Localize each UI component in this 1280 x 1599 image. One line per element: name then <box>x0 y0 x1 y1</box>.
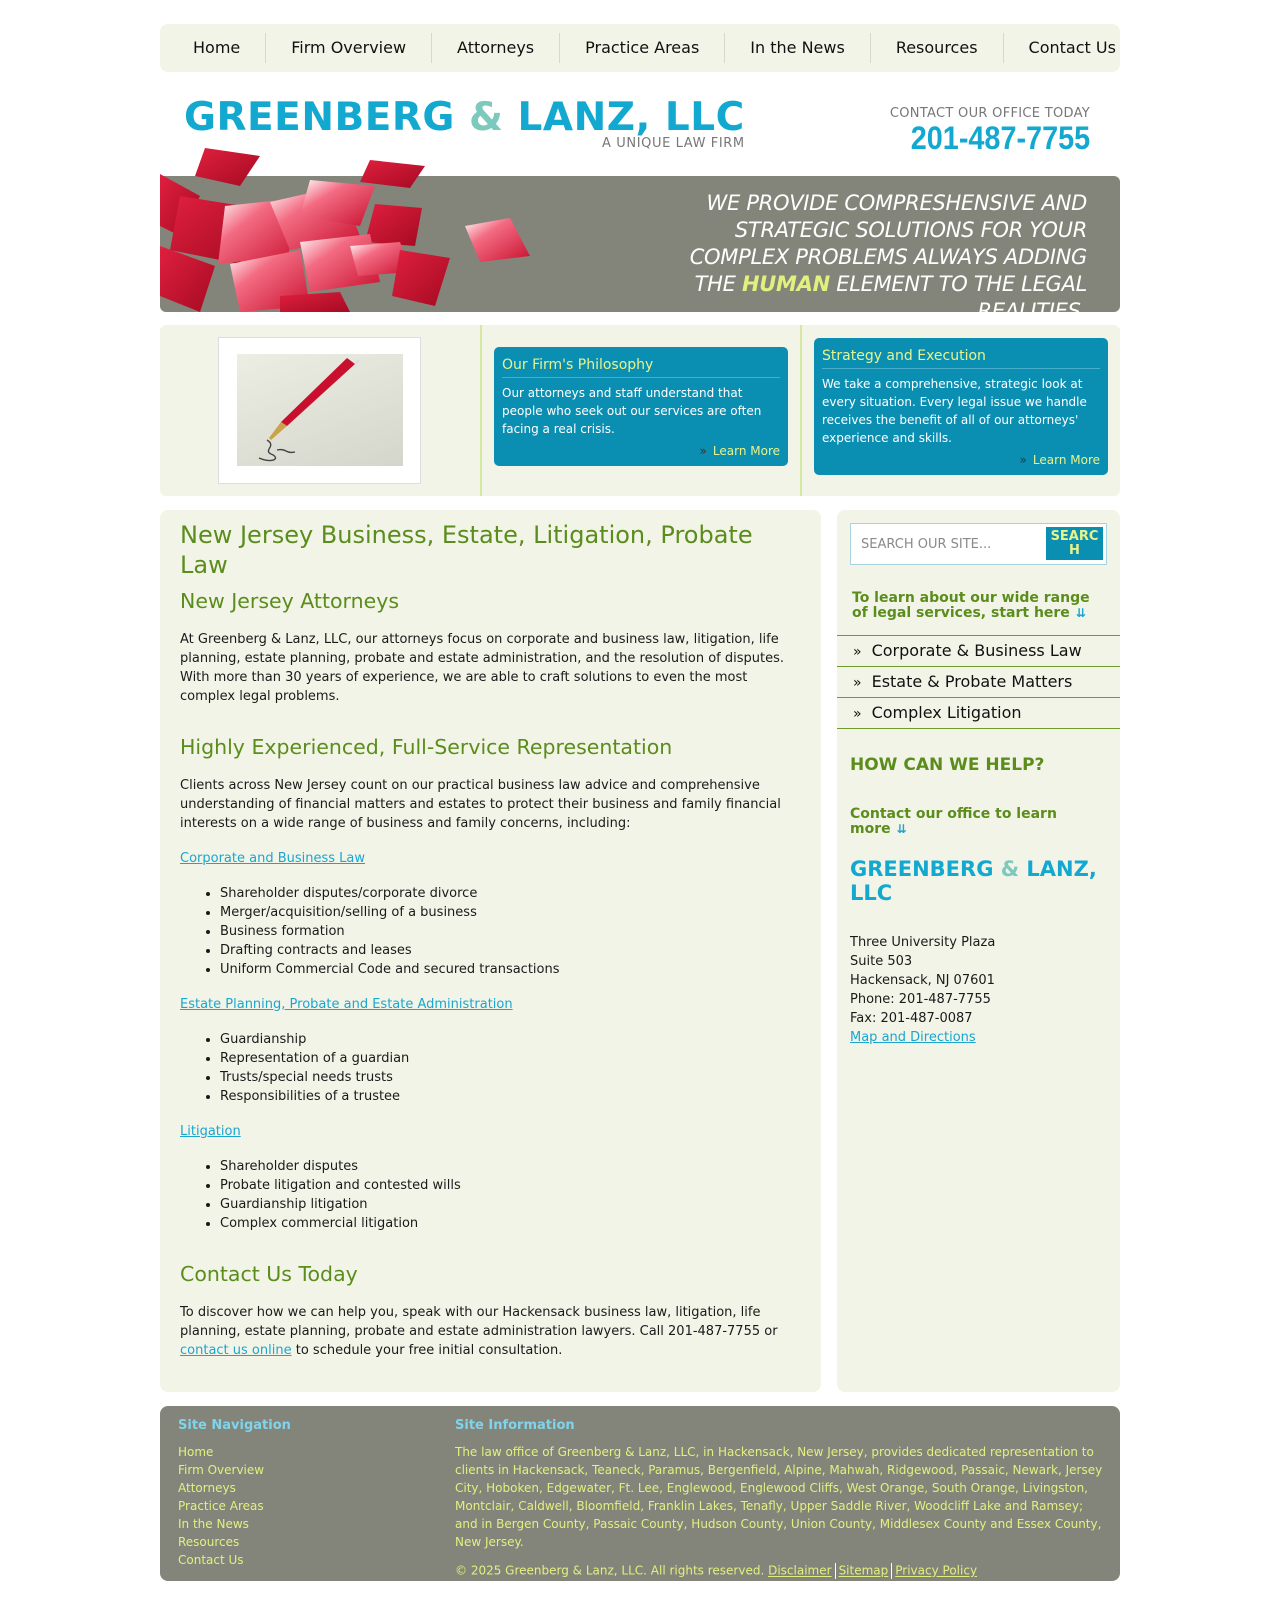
philosophy-title: Our Firm's Philosophy <box>502 357 780 378</box>
link-litigation[interactable]: Litigation <box>180 1124 241 1139</box>
list-item: • Probate litigation and contested wills <box>220 1176 801 1195</box>
litigation-list <box>220 1157 801 1233</box>
nav-attorneys[interactable]: Attorneys <box>432 33 560 63</box>
philosophy-learn-more[interactable]: » Learn More <box>502 444 780 458</box>
corporate-list <box>220 884 801 979</box>
intro-paragraph: At Greenberg & Lanz, LLC, our attorneys focus on corporate and business law, litigation, life planning, estate planning, probate and estate administration, and the resolution of disputes. With more than 30 years of experience, we are able to craft solutions to even the most complex legal problems. <box>180 632 784 704</box>
strategy-body: We take a comprehensive, strategic look at every situation. Every legal issue we handle receives the benefit of all of our attorneys' experience and skills. <box>822 377 1087 445</box>
list-item: • Trusts/special needs trusts <box>220 1068 801 1087</box>
privacy-policy-link[interactable]: Privacy Policy <box>895 1563 978 1578</box>
section-heading-contact: Contact Us Today <box>180 1262 358 1286</box>
logo-ampersand: & <box>468 95 504 140</box>
footer-link-attorneys[interactable]: Attorneys <box>178 1481 236 1495</box>
footer-link-resources[interactable]: Resources <box>178 1535 240 1549</box>
list-item: • Business formation <box>220 922 801 941</box>
list-item: • Merger/acquisition/selling of a business <box>220 903 801 922</box>
main-nav <box>160 24 1120 72</box>
hero-banner <box>160 176 1120 323</box>
copyright-text: © 2025 Greenberg & Lanz, LLC. All rights reserved. <box>455 1563 765 1578</box>
strategy-learn-more[interactable]: » Learn More <box>822 453 1100 467</box>
site-logo[interactable] <box>184 96 745 151</box>
list-item: • Shareholder disputes <box>220 1157 801 1176</box>
service-links <box>837 635 1120 729</box>
main-row <box>160 510 1120 1392</box>
footer-nav-heading: Site Navigation <box>178 1418 291 1433</box>
list-item: • Complex commercial litigation <box>220 1214 801 1233</box>
office-fax: Fax: 201-487-0087 <box>850 1011 973 1026</box>
banner-message: WE PROVIDE COMPRESHENSIVE AND STRATEGIC SOLUTIONS FOR YOUR COMPLEX PROBLEMS ALWAYS ADDING THE HUMAN ELEMENT TO THE LEGAL REALITIES. <box>689 191 1087 323</box>
link-corporate-business-law[interactable]: Corporate and Business Law <box>180 851 366 866</box>
service-link-estate[interactable]: » Estate & Probate Matters <box>837 667 1120 698</box>
feature-philosophy-column <box>480 325 800 496</box>
nav-practice-areas[interactable]: Practice Areas <box>560 33 725 63</box>
list-item: • Responsibilities of a trustee <box>220 1087 801 1106</box>
feature-photo <box>218 337 421 484</box>
list-item: • Shareholder disputes/corporate divorce <box>220 884 801 903</box>
footer-link-practice-areas[interactable]: Practice Areas <box>178 1499 264 1513</box>
section-heading-representation: Highly Experienced, Full-Service Representation <box>180 735 673 759</box>
footer-link-firm-overview[interactable]: Firm Overview <box>178 1463 265 1477</box>
feature-photo-column <box>160 325 480 496</box>
sitemap-link[interactable]: Sitemap <box>838 1563 889 1578</box>
page-subtitle: New Jersey Attorneys <box>180 589 400 613</box>
footer-copyright-row <box>455 1563 1105 1579</box>
main-content <box>160 510 821 1392</box>
strategy-card <box>814 338 1108 475</box>
page-title: New Jersey Business, Estate, Litigation, Probate Law <box>180 521 753 579</box>
fountain-pen-icon <box>237 354 403 466</box>
header-phone[interactable]: 201-487-7755 <box>910 120 1090 156</box>
logo-text-greenberg: GREENBERG <box>184 95 455 140</box>
footer-link-in-the-news[interactable]: In the News <box>178 1517 249 1531</box>
nav-firm-overview[interactable]: Firm Overview <box>266 33 432 63</box>
contact-us-online-link[interactable]: contact us online <box>180 1343 292 1358</box>
services-intro: To learn about our wide range of legal services, start here ⇊ <box>852 590 1090 621</box>
logo-tagline: A UNIQUE LAW FIRM <box>602 136 745 151</box>
search-box <box>850 523 1107 565</box>
footer-site-information <box>455 1418 1105 1579</box>
contact-callout <box>890 106 1090 155</box>
strategy-title: Strategy and Execution <box>822 348 1100 369</box>
estate-list <box>220 1030 801 1106</box>
office-phone: Phone: 201-487-7755 <box>850 992 991 1007</box>
philosophy-card <box>494 347 788 466</box>
office-address: Three University Plaza Suite 503 Hackensack, NJ 07601 Phone: 201-487-7755 Fax: 201-487-0087 Map and Directions <box>850 933 1107 1047</box>
map-directions-link[interactable]: Map and Directions <box>850 1030 976 1045</box>
sidebar-logo: GREENBERG & LANZ, LLC <box>850 857 1097 905</box>
footer-info-heading: Site Information <box>455 1418 575 1433</box>
footer-info-text: The law office of Greenberg & Lanz, LLC, in Hackensack, New Jersey, provides dedicated representation to clients in Hackensack, Teaneck, Paramus, Bergenfield, Alpine, Mahwah, Ridgewood, Passaic, Newark, Jersey City, Hoboken, Edgewater, Ft. Lee, Englewood, Englewood Cliffs, West Orange, South Orange, Livingston, Montclair, Caldwell, Bloomfield, Franklin Lakes, Tenafly, Upper Saddle River, Woodcliff Lake and Ramsey; and in Bergen County, Passaic County, Hudson County, Union County, Middlesex County and Essex County, New Jersey. <box>455 1445 1103 1549</box>
help-heading: HOW CAN WE HELP? <box>850 755 1045 775</box>
feature-row <box>160 325 1120 496</box>
list-item: • Representation of a guardian <box>220 1049 801 1068</box>
list-item: • Guardianship litigation <box>220 1195 801 1214</box>
list-item: • Guardianship <box>220 1030 801 1049</box>
philosophy-body: Our attorneys and staff understand that people who seek out our services are often facing a real crisis. <box>502 386 762 436</box>
footer-link-contact-us[interactable]: Contact Us <box>178 1553 244 1567</box>
list-item: • Uniform Commercial Code and secured transactions <box>220 960 801 979</box>
feature-strategy-column <box>800 325 1120 496</box>
disclaimer-link[interactable]: Disclaimer <box>768 1563 832 1578</box>
nav-home[interactable]: Home <box>168 33 266 63</box>
closing-paragraph: To discover how we can help you, speak with our Hackensack business law, litigation, life planning, estate planning, probate and estate administration lawyers. Call 201-487-7755 or contact us online to schedule your free initial consultation. <box>180 1305 778 1358</box>
banner-highlight: HUMAN <box>742 272 830 296</box>
logo-text-lanz: LANZ, LLC <box>517 95 745 140</box>
footer-navigation <box>178 1418 291 1569</box>
service-link-litigation[interactable]: » Complex Litigation <box>837 698 1120 729</box>
nav-resources[interactable]: Resources <box>871 33 1004 63</box>
pen-signature-image <box>237 354 403 466</box>
chevron-down-icon: ⇊ <box>1075 606 1086 620</box>
clients-paragraph: Clients across New Jersey count on our practical business law advice and comprehensive understanding of financial matters and estates to protect their business and family financial interests on a wide range of business and family concerns, including: <box>180 778 781 831</box>
site-footer <box>160 1406 1120 1581</box>
search-input[interactable] <box>851 524 1041 564</box>
contact-more-text: Contact our office to learn more ⇊ <box>850 806 1057 837</box>
divider <box>835 1563 836 1579</box>
red-tiles-graphic <box>160 146 540 312</box>
contact-label: CONTACT OUR OFFICE TODAY <box>889 106 1090 121</box>
chevron-down-icon: ⇊ <box>896 822 907 836</box>
divider <box>891 1563 892 1579</box>
sidebar <box>837 510 1120 1392</box>
list-item: • Drafting contracts and leases <box>220 941 801 960</box>
nav-in-the-news[interactable]: In the News <box>725 33 871 63</box>
nav-contact-us[interactable]: Contact Us <box>1028 38 1116 57</box>
service-link-corporate[interactable]: » Corporate & Business Law <box>837 636 1120 667</box>
footer-link-home[interactable]: Home <box>178 1445 214 1459</box>
link-estate-planning[interactable]: Estate Planning, Probate and Estate Administration <box>180 997 513 1012</box>
search-button[interactable]: SEARCH <box>1046 527 1103 560</box>
